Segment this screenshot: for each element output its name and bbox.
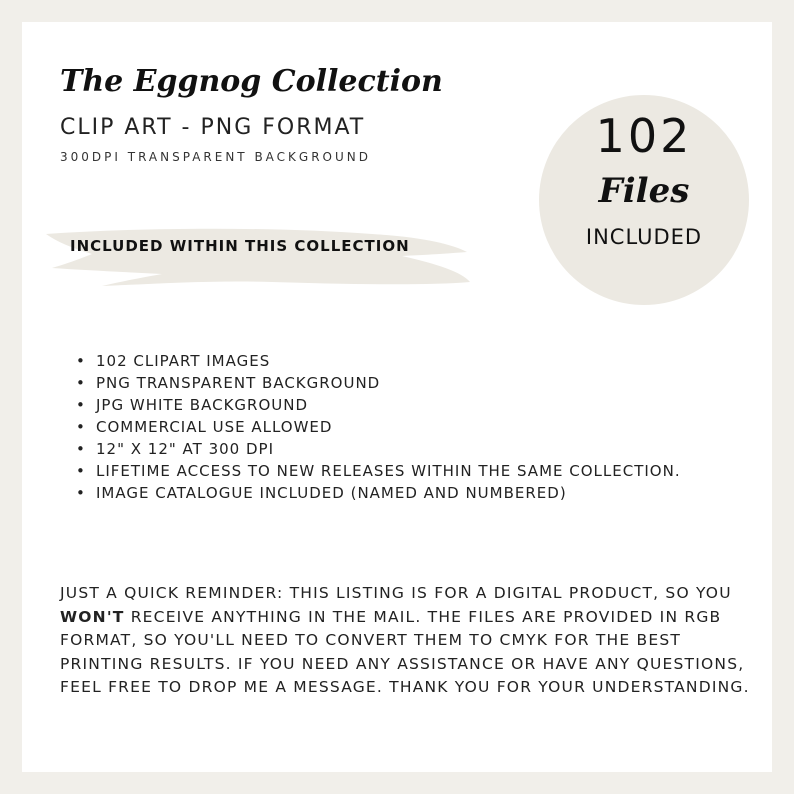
bullet-icon: •: [76, 374, 86, 392]
digital-product-notice: JUST A QUICK REMINDER: THIS LISTING IS FOR A DIGITAL PRODUCT, SO YOU WON'T RECEIVE ANYTHING IN THE MAIL. THE FILES ARE PROVIDED IN RGB FORMAT, SO YOU'LL NEED TO CONVERT THEM TO CMYK FOR THE BEST PRINTING RESULTS. IF YOU NEED ANY ASSISTANCE OR HAVE ANY QUESTIONS, FEEL FREE TO DROP ME A MESSAGE. THANK YOU FOR YOUR UNDERSTANDING.: [60, 584, 750, 696]
section-heading: INCLUDED WITHIN THIS COLLECTION: [70, 237, 410, 255]
listing-card: [22, 22, 772, 772]
bullet-icon: •: [76, 418, 86, 436]
file-count-badge: [539, 95, 749, 305]
file-count: 102: [595, 109, 693, 163]
list-item: • 12" X 12" AT 300 DPI: [76, 440, 274, 458]
bullet-icon: •: [76, 484, 86, 502]
collection-title: The Eggnog Collection: [60, 64, 443, 99]
bullet-icon: •: [76, 462, 86, 480]
feature-list: [74, 350, 681, 504]
list-item: • COMMERCIAL USE ALLOWED: [76, 418, 333, 436]
list-item: • JPG WHITE BACKGROUND: [76, 396, 309, 414]
list-item: • 102 CLIPART IMAGES: [76, 352, 271, 370]
bullet-icon: •: [76, 440, 86, 458]
list-item: • IMAGE CATALOGUE INCLUDED (NAMED AND NUMBERED): [76, 484, 567, 502]
included-label: INCLUDED: [585, 225, 703, 249]
files-label: Files: [598, 171, 690, 211]
bullet-icon: •: [76, 396, 86, 414]
notice-emphasis: WON'T: [60, 607, 125, 626]
list-item: • PNG TRANSPARENT BACKGROUND: [76, 374, 381, 392]
brush-stroke-decoration: [42, 224, 472, 294]
collection-subtitle: CLIP ART - PNG FORMAT: [60, 115, 366, 140]
bullet-icon: •: [76, 352, 86, 370]
list-item: • LIFETIME ACCESS TO NEW RELEASES WITHIN THE SAME COLLECTION.: [76, 462, 681, 480]
collection-tagline: 300DPI TRANSPARENT BACKGROUND: [60, 150, 371, 164]
